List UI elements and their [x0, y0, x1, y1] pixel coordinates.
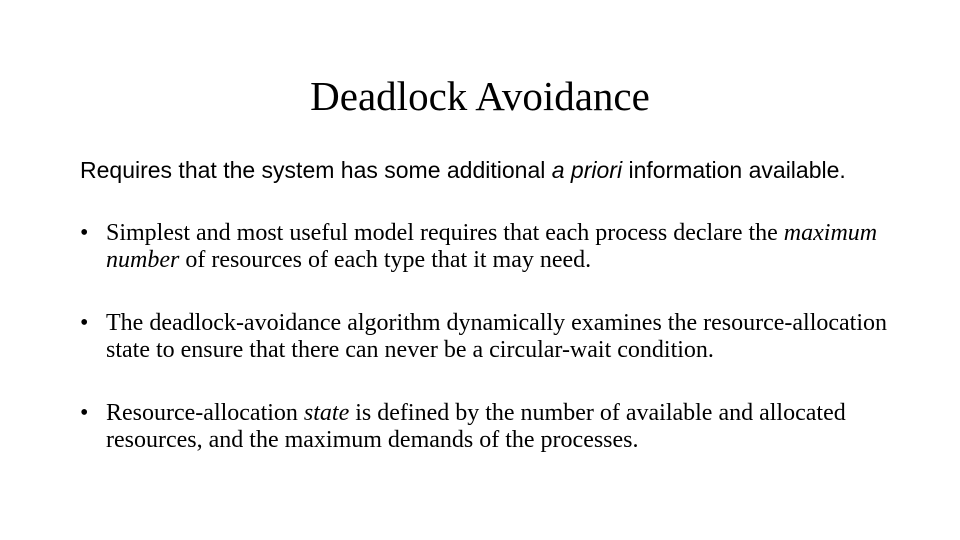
intro-text: [80, 157, 880, 183]
slide-title: Deadlock Avoidance: [310, 73, 650, 119]
bullet-item-max-number: [80, 220, 900, 274]
bullet-text-start: Resource-allocation: [106, 400, 304, 426]
bullet-text-end: of resources of each type that it may need.: [179, 247, 592, 273]
bullet-dot: •: [80, 400, 89, 426]
intro-text-end: information available.: [622, 157, 846, 183]
bullet-emphasis: maximum number: [106, 220, 878, 273]
bullet-text: The deadlock-avoidance algorithm dynamically examines the resource-allocation state to ensure that there can never be a circular-wait condition.: [106, 310, 888, 363]
intro-text-start: Requires that the system has some additional: [80, 157, 552, 183]
intro-emphasis: a priori: [551, 157, 623, 183]
bullet-item-state: [80, 400, 900, 454]
bullet-list: [80, 220, 900, 490]
bullet-text-start: Simplest and most useful model requires that each process declare the: [106, 220, 784, 246]
bullet-dot: •: [80, 310, 89, 336]
bullet-item-algorithm: [80, 310, 900, 364]
bullet-dot: •: [80, 220, 89, 246]
bullet-text-end: is defined by the number of available and allocated resources, and the maximum demands of the processes.: [106, 400, 846, 453]
bullet-emphasis: state: [303, 400, 350, 426]
